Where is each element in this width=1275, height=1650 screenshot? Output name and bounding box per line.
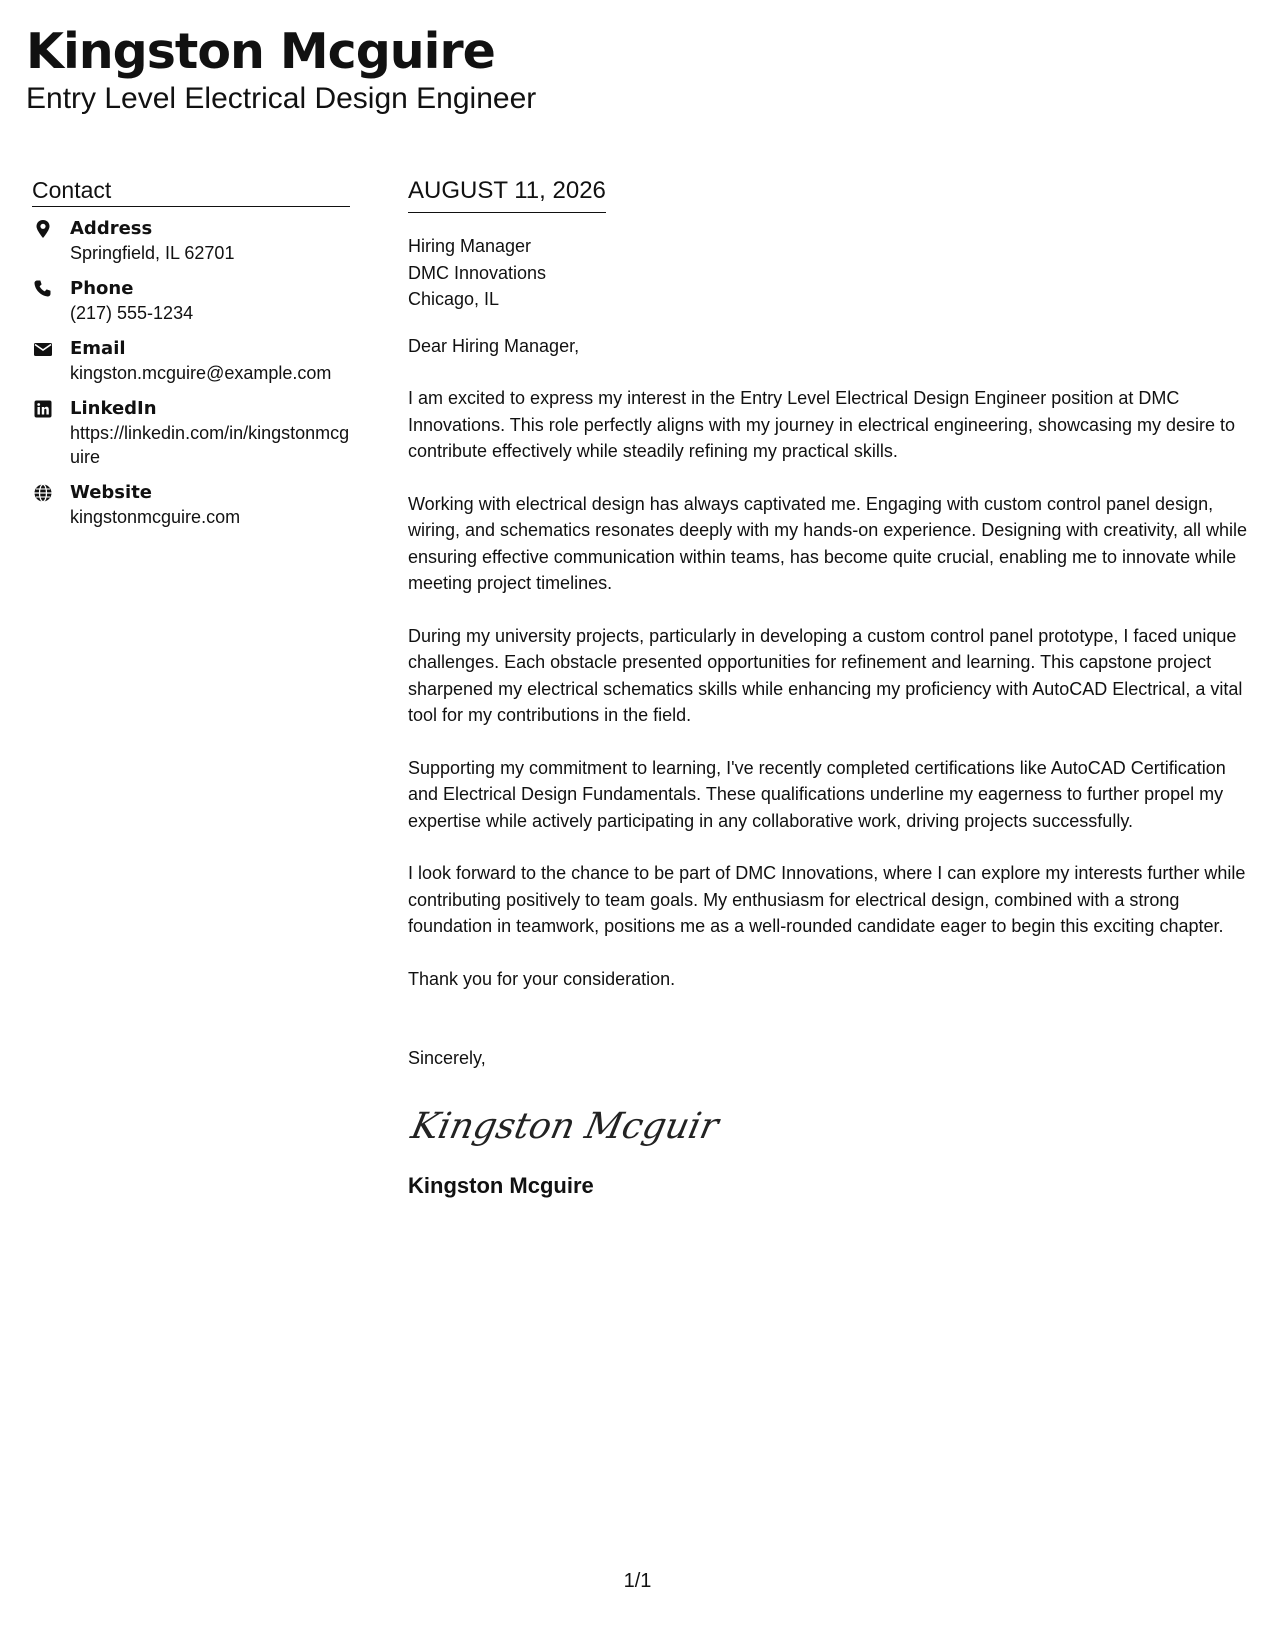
recipient-block bbox=[408, 233, 1253, 313]
email-icon bbox=[33, 339, 53, 359]
phone-icon bbox=[33, 279, 53, 299]
contact-item-linkedin bbox=[32, 397, 350, 469]
website-value[interactable]: kingstonmcguire.com bbox=[70, 507, 241, 527]
letter-body bbox=[408, 176, 1253, 1200]
svg-text:Kingston Mcguir: Kingston Mcguir bbox=[407, 1103, 723, 1147]
contact-heading: Contact bbox=[32, 176, 350, 207]
address-value: Springfield, IL 62701 bbox=[70, 243, 235, 263]
contact-sidebar bbox=[32, 176, 350, 541]
linkedin-icon bbox=[33, 399, 53, 419]
candidate-title: Entry Level Electrical Design Engineer bbox=[26, 82, 537, 115]
page-number: 1/1 bbox=[623, 1570, 652, 1592]
letter-date: AUGUST 11, 2026 bbox=[408, 176, 606, 213]
recipient-company: DMC Innovations bbox=[408, 262, 547, 283]
paragraph: Working with electrical design has always captivated me. Engaging with custom control panel design, wiring, and schematics resonates deeply with my hands-on experience. Designing with creativity, all while ensuring effective communication within teams, has become quite crucial, enabling me to innovate while meeting project timelines. bbox=[408, 493, 1248, 593]
candidate-name: Kingston Mcguire bbox=[26, 23, 495, 80]
paragraph: I am excited to express my interest in the Entry Level Electrical Design Engineer position at DMC Innovations. This role perfectly aligns with my journey in electrical engineering, showcasing my desire to contribute effectively while steadily refining my practical skills. bbox=[408, 388, 1236, 461]
contact-label: Phone bbox=[70, 278, 134, 299]
paragraph: During my university projects, particularly in developing a custom control panel prototype, I faced unique challenges. Each obstacle presented opportunities for refinement and learning. This capstone project sharpened my electrical schematics skills while enhancing my proficiency with AutoCAD Electrical, a vital tool for my contributions in the field. bbox=[408, 625, 1243, 725]
linkedin-value[interactable]: https://linkedin.com/in/kingstonmcguire bbox=[70, 423, 350, 467]
contact-item-address bbox=[32, 217, 350, 265]
salutation: Dear Hiring Manager, bbox=[408, 335, 580, 356]
paragraph: Supporting my commitment to learning, I've recently completed certifications like AutoCAD Certification and Electrical Design Fundamentals. These qualifications underline my eagerness to further propel my expertise while actively participating in any collaborative work, driving projects successfully. bbox=[408, 757, 1226, 831]
email-value[interactable]: kingston.mcguire@example.com bbox=[70, 363, 332, 383]
closing: Sincerely, bbox=[408, 1048, 486, 1068]
contact-label: Email bbox=[70, 338, 126, 359]
contact-label: Address bbox=[70, 218, 153, 239]
closing-thanks: Thank you for your consideration. bbox=[408, 968, 676, 989]
page-header bbox=[26, 22, 536, 116]
signer-name: Kingston Mcguire bbox=[408, 1172, 594, 1198]
location-pin-icon bbox=[33, 219, 53, 239]
phone-value: (217) 555-1234 bbox=[70, 303, 194, 323]
recipient-location: Chicago, IL bbox=[408, 289, 500, 309]
contact-label: LinkedIn bbox=[70, 398, 157, 419]
recipient-line: Hiring Manager bbox=[408, 236, 532, 256]
paragraph: I look forward to the chance to be part of DMC Innovations, where I can explore my interests further while contributing positively to team goals. My enthusiasm for electrical design, combined with a strong foundation in teamwork, positions me as a well-rounded candidate eager to begin this exciting chapter. bbox=[408, 863, 1246, 936]
contact-item-website bbox=[32, 481, 350, 529]
globe-icon bbox=[33, 483, 53, 503]
contact-item-phone bbox=[32, 277, 350, 325]
contact-label: Website bbox=[70, 482, 153, 503]
contact-item-email bbox=[32, 337, 350, 385]
handwritten-signature bbox=[408, 1098, 1253, 1154]
